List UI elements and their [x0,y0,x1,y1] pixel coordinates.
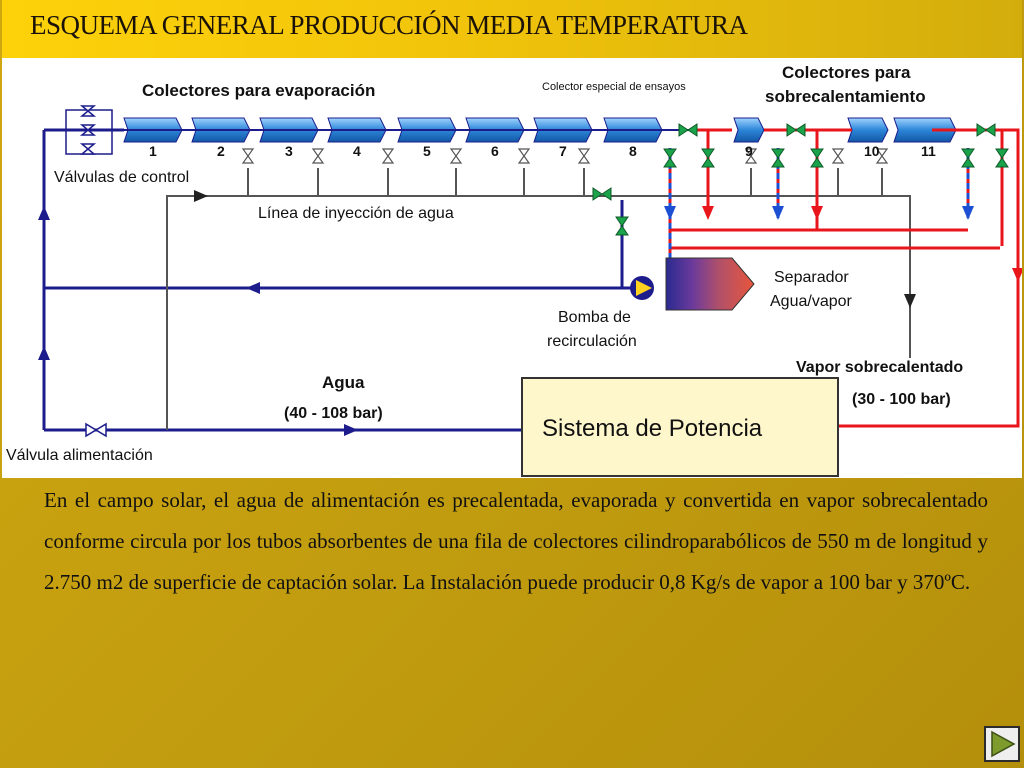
steam-right-riser [838,130,1018,426]
collector-number: 9 [745,143,753,159]
label-power-system: Sistema de Potencia [542,415,763,442]
arrow-up [38,206,50,220]
label-injection-line: Línea de inyección de agua [258,205,454,222]
label-separator-2: Agua/vapor [770,293,852,310]
label-evaporation-collectors: Colectores para evaporación [142,81,376,100]
green-valve-icon [772,149,784,167]
label-water: Agua [322,373,365,392]
collector-number: 7 [559,143,567,159]
collector-number: 10 [864,143,880,159]
collector-number: 3 [285,143,293,159]
collector-number: 4 [353,143,361,159]
label-control-valves: Válvulas de control [54,169,190,186]
collector-3 [260,118,318,159]
green-valve-icon [679,124,697,136]
label-superheated-steam: Vapor sobrecalentado [796,359,964,376]
label-test-collector: Colector especial de ensayos [542,81,686,93]
label-steam-pressure: (30 - 100 bar) [852,391,951,408]
green-valve-icon [593,188,611,200]
arrow-left [246,282,260,294]
collector-number: 5 [423,143,431,159]
arrow-right [344,424,358,436]
collector-1 [124,118,182,159]
arrow-down-red [811,206,823,220]
arrow-down-blue [772,206,784,220]
green-valve-icon [977,124,995,136]
control-valve-icon [82,144,94,154]
recirculation-pump-icon [630,276,654,300]
green-valve-icon [664,149,676,167]
collector-9 [734,118,764,159]
separator-vessel [666,258,754,310]
injection-drops [248,168,882,196]
play-triangle-icon [986,728,1018,760]
collector-4 [328,118,386,159]
green-valve-icon [616,217,628,235]
label-water-pressure: (40 - 108 bar) [284,405,383,422]
collector-8 [604,118,662,159]
collector-number: 2 [217,143,225,159]
collector-11 [894,118,956,159]
collector-body [734,118,764,142]
label-superheating-collectors-2: sobrecalentamiento [765,87,926,106]
green-valve-icon [996,149,1008,167]
arrow-down-red [702,206,714,220]
collector-6 [466,118,524,159]
collector-2 [192,118,250,159]
green-valve-icon [787,124,805,136]
label-superheating-collectors: Colectores para [782,63,911,82]
label-separator: Separador [774,269,849,286]
next-slide-button[interactable] [984,726,1020,762]
green-valve-icon [811,149,823,167]
collector-number: 6 [491,143,499,159]
process-diagram [2,58,1022,478]
collector-5 [398,118,456,159]
injection-arrow-right [194,190,208,202]
collector-number: 11 [921,143,936,159]
slide-title: ESQUEMA GENERAL PRODUCCIÓN MEDIA TEMPERATURA [30,10,748,40]
collector-body [848,118,888,142]
green-valve-icon [962,149,974,167]
water-arrows [38,206,358,436]
feed-valve-icon [86,424,106,436]
collector-number: 8 [629,143,637,159]
control-valve-icon [82,106,94,116]
arrow-up [38,346,50,360]
injection-arrow-down [904,294,916,308]
collector-number: 1 [149,143,157,159]
label-feed-valve: Válvula alimentación [6,447,153,464]
label-pump: Bomba de [558,309,631,326]
label-pump-2: recirculación [547,333,637,350]
title-bar [2,0,1022,58]
green-valve-icon [702,149,714,167]
arrow-down-blue [664,206,676,220]
body-paragraph: En el campo solar, el agua de alimentación es precalentada, evaporada y convertida en vapor sobrecalentado conforme circula por los tubos absorbentes de una fila de colectores cilindroparabólicos de 550 m de longitud y 2.750 m2 de superficie de captación solar. La Instalación puede producir 0,8 Kg/s de vapor a 100 bar y 370ºC. [44,488,988,594]
arrow-down-blue [962,206,974,220]
